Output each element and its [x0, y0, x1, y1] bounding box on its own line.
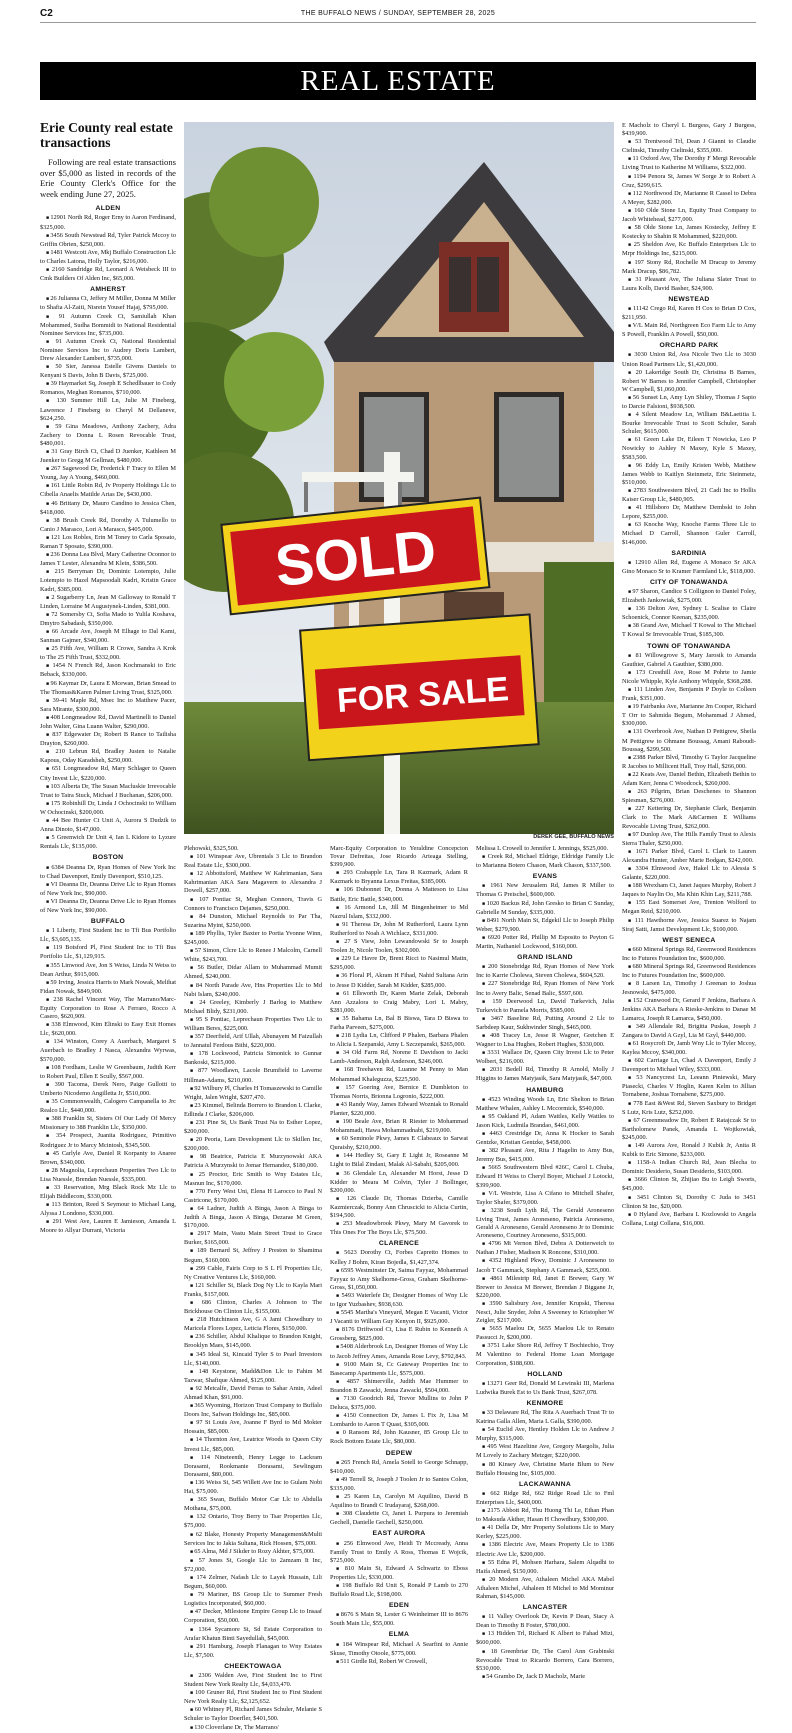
transaction-entry: ■ 660 Mineral Springs Rd, Greenwood Residences Inc to Futures Foundation Inc, $600,000. [622, 946, 756, 963]
transaction-entry: ■ 227 Stonebridge Rd, Ryan Homes of New York Inc to Avery Balic, Senad Balic, $597,600. [476, 980, 614, 997]
transaction-entry: ■ 390 Tacoma, Derek Nero, Paige Gullotti to Umberto Nicodemo Angilletta Jr, $510,000. [40, 1081, 176, 1098]
transaction-entry: ■ 198 Buffalo Rd Unit S, Ronald P Lamb to 270 Buffalo Road Llc, $198,000. [330, 1582, 468, 1599]
transaction-entry: ■ 355 Linwood Ave, Jon S Weiss, Linda N Weiss to Dean Arthur, $915,000. [40, 962, 176, 979]
transaction-entry: ■ 4857 Shimerville, Judith Mae Hummer to Brandon B Zawacki, Jenna Zawacki, $504,000. [330, 1378, 468, 1395]
transaction-entry: ■ 5408 Alderbrook Ln, Designer Homes of Wny Llc to Jacob Jeffrey Ames, Amanda Rose Levy, $792,843. [330, 1343, 468, 1360]
transaction-entry: ■ 236 Donna Lea Blvd, Mary Catherine Oconnor to James T Lester, Alexandra M Klein, $386,500. [40, 551, 176, 568]
transaction-entry: ■ 190 Beale Ave, Brian R Riester to Mohammad Mohammadi, Hawa Mohammadnabi, $219,000. [330, 1118, 468, 1135]
transaction-entry: ■ 200 Stonebridge Rd, Ryan Homes of New York Inc to Karrie Cholewa, Steven Cholewa, $604,520. [476, 963, 614, 980]
transaction-entry: ■ 57 Simon, Clcre Llc to Renee J Malcolm, Carnell White, $243,700. [184, 947, 322, 964]
transaction-entry: ■ 4861 Milestrip Rd, Janet E Brewer, Gary W Brewer to Jessica M Brewer, Brendan J Biggane Jr, $220,000. [476, 1275, 614, 1300]
transaction-entry: ■ 6595 Westminster Dr, Saima Fayyaz, Mohammad Fayyaz to Amy Skelhorne-Gross, Graham Skelhorne-Gross, $1,050,000. [330, 1267, 468, 1292]
transaction-entry: ■ 267 Sagewood Dr, Frederick F Tracy to Ellen M Young, Jay A Young, $460,000. [40, 465, 176, 482]
transaction-entry: ■ 197 Stony Rd, Rochelle M Dracup to Jeremy Mark Dracup, $86,782. [622, 259, 756, 276]
transaction-entry: ■ 148 Keystone, Madd&Don Llc to Fahim M Tazwar, Shafique Ahmed, $125,000. [184, 1368, 322, 1385]
municipality-heading: CLARENCE [378, 1240, 420, 1248]
transaction-entry: ■ 97 Dunlop Ave, The Hills Family Trust to Alexis Sierra Thaler, $250,000. [622, 831, 756, 848]
transaction-entry: ■ 5655 Maelou Dr, 5655 Maelou Llc to Renato Passucci Jr, $200,000. [476, 1325, 614, 1342]
transaction-entry: ■ 130 Summer Hill Ln, Julie M Fineberg, Lawrence J Fineberg to Cheryl M Dellaneve, $624,250. [40, 397, 176, 422]
transaction-entry: ■ 31 Gray Birch Ct, Chad D Juenker, Kathleen M Juenker to Gregg M Gellman, $480,000. [40, 448, 176, 465]
transaction-entry: ■ 113 Brinton, Reed S Seymour to Michael Lang, Alyssa J Londono, $330,000. [40, 1201, 176, 1218]
transaction-entry: ■ VI Deanna Dr, Deanna Drive Llc to Ryan Homes of New York Inc, $90,000. [40, 881, 176, 898]
transaction-entry: ■ 56 Butler, Didar Allam to Muhammad Mumit Ahmed, $240,000. [184, 964, 322, 981]
transaction-entry: ■ 39-41 Maple Rd, Msec Inc to Matthew Pacer, Sara Mirante, $300,000. [40, 697, 176, 714]
transaction-entry: ■ 5665 Southwestern Blvd #26C, Carol L Chuba, Edward H Weiss to Cheryl Boyer, Michael J Lotocki, $399,900. [476, 1164, 614, 1189]
transaction-entry: ■ 4352 Highland Pkwy, Dominic J Aroneseno to Jacob T Gammack, Stephany A Gammack, $255,000. [476, 1257, 614, 1274]
transaction-entry: ■ 299 Cable, Fairis Corp to S L Fl Properties Llc, Ny Creative Ventures Llc, $160,000. [184, 1265, 322, 1282]
column-3-entries [330, 845, 468, 1667]
transaction-entry: ■ 121 Los Robles, Erin M Toney to Carla Sposato, Raman T Sposato, $390,000. [40, 534, 176, 551]
transaction-entry: ■ 61 Rosycroft Dr, Jamb Wny Llc to Tyler Mccoy, Kaylea Mccoy, $340,000. [622, 1040, 756, 1057]
transaction-entry: ■ 59 Gina Meadows, Anthony Zachery, Adra Zachery to Donna L Rosen Revocable Trust, $480,001. [40, 423, 176, 448]
transaction-entry: ■ 408 Tracey Ln, Jesse R Wagner, Gretchen E Wagner to Lisa Hughes, Robert Hughes, $330,000. [476, 1032, 614, 1049]
transaction-entry: ■ 0 Hyland Ave, Barbara L Kozlowski to Angela Collana, Luigi Collana, $16,000. [622, 1211, 756, 1228]
transaction-entry: ■ 6920 Potter Rd, Phillip M Esposito to Peyton G Martin, Nathaniel Lockwood, $160,000. [476, 934, 614, 951]
transaction-entry: ■ 2783 Southwestern Blvd, 21 Cadi Inc to Hollis Kaiser Group Llc, $480,905. [622, 487, 756, 504]
transaction-entry: ■ 2306 Walden Ave, First Student Inc to First Student New York Realty Llc, $4,033,470. [184, 1672, 322, 1689]
transaction-entry: E Macholz to Cheryl L Burgess, Gary J Burgess, $439,900. [622, 122, 756, 138]
transaction-entry: Plehowski, $325,500. [184, 845, 239, 852]
transaction-entry: ■ 59 Irving, Jessica Harris to Mark Nowak, Melihat Fidan Nowak, $849,900. [40, 979, 176, 996]
transaction-entry: ■ 354 Prospect, Juanita Rodriguez, Primitivo Rodriguez Jr to Marcy Mcintosh, $345,500. [40, 1132, 176, 1149]
transaction-entry: ■ 149 Aurora Ave, Ronald J Kubik Jr, Anita R Kubik to Eric Simone, $233,000. [622, 1142, 756, 1159]
transaction-entry: ■ 28 Magnolia, Leprechaun Properties Two Llc to Lisa Nuessle, Brendan Nuessle, $335,000. [40, 1167, 176, 1184]
transaction-entry: ■ 23 Kimmel, Belinda Borrero to Brandon L Clarke, Edlinda J Clarke, $206,000. [184, 1102, 322, 1119]
transaction-entry: ■ 388 Franklin St, Sisters Of Our Lady Of Mercy Missionary to 388 Franklin Llc, $350,000. [40, 1115, 176, 1132]
transaction-entry: ■ 3030 Union Rd, Ava Nicole Two Llc to 3030 Union Road Partners Llc, $1,420,000. [622, 351, 756, 368]
transaction-entry: ■ 382 Pleasant Ave, Rita J Hagelin to Amy Bus, Jeremy Bus, $415,000. [476, 1147, 614, 1164]
transaction-entry: ■ 41 Della Dr, Mrr Property Solutions Llc to Mary Kerley, $225,000. [476, 1524, 614, 1541]
column-1-entries [40, 205, 176, 1235]
transaction-entry: ■ 1194 Penora St, James W Sorge Jr to Robert A Cruz, $299,615. [622, 173, 756, 190]
transaction-entry: ■ 38 Brush Creek Rd, Dorothy A Tulumello to Canio J Marasco, Lori A Marasco, $405,000. [40, 517, 176, 534]
transaction-entry: ■ 686 Clinton, Charles A Johnson to The Brickhouse On Clinton Llc, $155,000. [184, 1299, 322, 1316]
transaction-entry: ■ 1158-A Indian Church Rd, Jean Blecha to Dominic Desiderio, Susan Desiderio, $103,000. [622, 1159, 756, 1176]
transaction-entry: ■ 2388 Parker Blvd, Timothy G Taylor Jacqueline R Jacobes to Millicent Hall, Troy Hall, $266,000. [622, 754, 756, 771]
transaction-entry: ■ 511 Girdle Rd, Robert W Crowell, [330, 1658, 468, 1667]
municipality-heading: SARDINIA [671, 549, 707, 557]
transaction-entry: ■ 3467 Baseline Rd, Putting Around 2 Llc to Sarbdeep Kaur, Sukhwinder Singh, $465,000. [476, 1015, 614, 1032]
transaction-entry: ■ 67 Greenmeadow Dr, Robert E Ratajczak Sr to Bartholomew Panek, Amanda L Wojtkowiak, $245,000. [622, 1117, 756, 1142]
municipality-heading: HAMBURG [526, 1086, 564, 1094]
transaction-entry: ■ 1386 Electric Ave, Mears Property Llc to 1386 Electric Ave Llc, $200,000. [476, 1541, 614, 1558]
transaction-entry: ■ 119 Botsford Pl, First Student Inc to Tfi Bus Portfolio Llc, $1,129,915. [40, 944, 176, 961]
transaction-entry: ■ 602 Carriage Ln, Chad A Davenport, Emily J Davenport to Michael Wiley, $333,000. [622, 1057, 756, 1074]
transaction-entry: ■ 45 Carlyle Ave, Daniel R Korpanty to Anaree Brown, $340,000. [40, 1150, 176, 1167]
transaction-entry: ■ 770 Ferry West Uni, Elena H Larocco to Paul N Castricone, $170,000. [184, 1188, 322, 1205]
transaction-entry: ■ 13 Hidden Trl, Richard K Albert to Fahad Mizi, $600,000. [476, 1630, 614, 1647]
column-5 [622, 122, 756, 1228]
for-sale-text: FOR SALE [335, 670, 510, 721]
column-3 [330, 845, 468, 1667]
transaction-entry: ■ 2917 Main, Vastu Main Street Trust to Grace Burker, $165,000. [184, 1230, 322, 1247]
transaction-entry: ■ 210 Lebrun Rd, Bradley Justen to Natalie Kapous, Oday Karadsheh, $250,000. [40, 748, 176, 765]
transaction-entry: ■ 7130 Goodrich Rd, Trevor Mullins to John P Deluca, $375,000. [330, 1395, 468, 1412]
transaction-entry: ■ 3304 Elmwood Ave, Hakel Llc to Alessia S Galante, $220,000. [622, 865, 756, 882]
transaction-entry: ■ 5493 Waterlefe Dr, Designer Homes of Wny Llc to Igor Yuzbashev, $938,630. [330, 1292, 468, 1309]
transaction-entry: ■ 236 Schiller, Abdul Khalique to Brandon Knight, Brooklyn Maes, $145,000. [184, 1333, 322, 1350]
transaction-entry: ■ 837 Edgewater Dr, Robert B Rance to Tailisha Drayton, $260,000. [40, 731, 176, 748]
photo-sold-sign [184, 122, 614, 834]
transaction-entry: ■ 12 Abbottsford, Matthew W Kahrimanian, Sara Kahrimanian AKA Sara Magavern to Alexandra J Dowell, $257,000. [184, 870, 322, 895]
transaction-entry: ■ 126 Claude Dr, Thomas Dzierba, Camille Kazmierczak, Bonny Ann Chruscicki to Alicia Curtin, $194,500. [330, 1195, 468, 1220]
municipality-heading: HOLLAND [527, 1370, 563, 1378]
transaction-entry: ■ 101 Winspear Ave, Ubrentals 3 Llc to Brandon Real Estate Llc, $300,000. [184, 853, 322, 870]
transaction-entry: ■ 2031 Bedell Rd, Timothy R Arnold, Molly J Higgins to James Matyjasik, Sara Matyjasik, $47,000. [476, 1066, 614, 1083]
transaction-entry: ■ 26 Julianna Ct, Jeffery M Miller, Donna M Miller to Shafia Al-Zaiti, Nisrein Yousef Hajaj, $795,000. [40, 295, 176, 312]
transaction-entry: ■ 100 Gruner Rd, First Student Inc to First Student New York Realty Llc, $2,125,652. [184, 1689, 322, 1706]
transaction-entry: ■ 33 Delaware Rd, The Rita A Auerbach Trust Tr to Katrina Galla Allen, Maria L Galla, $390,000. [476, 1409, 614, 1426]
municipality-heading: NEWSTEAD [668, 295, 710, 303]
transaction-entry: ■ 178 Lockwood, Patricia Simonick to Gunnar Bankoski, $215,000. [184, 1050, 322, 1067]
column-5-entries [622, 122, 756, 1228]
transaction-entry: ■ 84 Dunston, Michael Reynolds to Par Tha, Suzarina Myint, $250,000. [184, 913, 322, 930]
transaction-entry: ■ 35 Commonwealth, Calogero Campanella to Jrc Realco Llc, $440,000. [40, 1098, 176, 1115]
sold-text: SOLD [272, 517, 440, 600]
transaction-entry: ■ 877 Woodlawn, Lacole Brumfield to Laverne Hillman-Adams, $210,000. [184, 1067, 322, 1084]
transaction-entry: ■ 134 Winston, Corey A Auerbach, Margaret S Auerbach to Bradley J Nasca, Alexandra Wyrwas, $570,000. [40, 1038, 176, 1063]
transaction-entry: ■ 31 Pleasant Ave, The Juliana Slater Trust to Laura Kolb, David Basher, $24,900. [622, 276, 756, 293]
article-intro: Following are real estate transactions over $5,000 as listed in records of the Erie County Clerk's Office for the week ending June 27, 2025. [40, 157, 176, 199]
transaction-entry: ■ 41 Hillsboro Dr, Matthew Dembski to John Lepore, $255,000. [622, 504, 756, 521]
transaction-entry: ■ 3666 Clinton St, Zhijiao Bu to Leigh Sworts, $45,000. [622, 1176, 756, 1193]
transaction-entry: ■ 91 Autumn Creek Ct, National Residential Nominee Services Inc to Audrey Doris Lambert, Drew Alexander Lambert, $735,000. [40, 338, 176, 363]
transaction-entry: ■ 184 Winspear Rd, Michael A Searfini to Annie Skuse, Timothy Otoole, $775,000. [330, 1641, 468, 1658]
transaction-entry: ■ 136 Delton Ave, Sydney L Scalise to Claire Schoenick, Connor Keenan, $235,000. [622, 605, 756, 622]
transaction-entry: ■ 231 Pine St, Us Bank Trust Na to Esther Lopez, $200,000. [184, 1119, 322, 1136]
transaction-entry: ■ 64 Ladner, Judith A Binga, Jason A Binga to Judith A Binga, Jason A Binga, Dezarae M Green, $170,000. [184, 1205, 322, 1230]
photo-credit: DEREK GEE, BUFFALO NEWS [533, 834, 614, 840]
transaction-entry: ■ 1481 Westcott Ave, Mkj Buffalo Construction Llc to Charles Latona, Holly Taylor, $216,000. [40, 249, 176, 266]
transaction-entry: ■ 338 Elmwood, Kim Elinski to Easy Exit Homes Llc, $620,000. [40, 1021, 176, 1038]
transaction-entry: ■ 1454 N French Rd, Jason Kochmanski to Eric Beback, $330,000. [40, 662, 176, 679]
transaction-entry: ■ 680 Mineral Springs Rd, Greenwood Residences Inc to Futures Foundation Inc, $600,000. [622, 963, 756, 980]
municipality-heading: TOWN OF TONAWANDA [647, 642, 731, 650]
transaction-entry: ■ 58 Olde Stone Ln, James Kostecky, Jeffrey E Kostecky to Shahin R Mohammed, $220,000. [622, 224, 756, 241]
transaction-entry: ■ 18 Greenbriar Dr, The Carol Ann Grabinski Revocable Trust to Ricardo Borrero, Cara Borrero, $530,000. [476, 1648, 614, 1673]
transaction-entry: ■ 112 Northwood Dr, Marianne R Cassel to Debra A Meyer, $282,000. [622, 190, 756, 207]
transaction-entry: ■ 108 Fordham, Leslie W Greenbaum, Judith Kerr to Robert Paul, Ellen E Scully, $567,000. [40, 1064, 176, 1081]
transaction-entry: ■ 155 East Somerset Ave, Trenton Wolford to Megan Reid, $210,000. [622, 899, 756, 916]
transaction-entry: ■ 38 Grand Ave, Michael T Kowal to The Michael T Kowal Sr Irrevocable Trust, $185,300. [622, 622, 756, 639]
transaction-entry: ■ 24 Greeley, Kimberly J Barlog to Matthew Michael Blidy, $231,000. [184, 999, 322, 1016]
transaction-entry: ■ 121 Schiller St, Black Dog Ny Llc to Kayla Mari Franks, $157,000. [184, 1282, 322, 1299]
transaction-entry: ■ 1671 Parker Blvd, Carol L Clark to Lauren Alexandra Hunter, Amber Marie Bodgan, $242,000. [622, 848, 756, 865]
transaction-entry: ■ 157 Goering Ave, Bernice E Dumbleton to Thomas Norris, Brionna Logronio, $222,000. [330, 1084, 468, 1101]
transaction-entry: ■ 1 Liberty, First Student Inc to Tfi Bus Portfolio Llc, $3,605,135. [40, 927, 176, 944]
transaction-entry: ■ 2160 Sandridge Rd, Leonard A Weisbeck III to Cmk Builders Of Alden Inc, $65,000. [40, 266, 176, 283]
transaction-entry: ■ 62 Blake, Honesty Property Management&Multi Services Inc to Jakia Sultana, Rick Hossen, $75,000. [184, 1531, 322, 1548]
transaction-entry: ■ 136 Weiss St, 545 Willett Ave Inc to Gulam Nobi Hai, $75,000. [184, 1479, 322, 1496]
transaction-entry: ■ 3451 Clinton St, Dorothy C Juda to 3451 Clinton St Inc, $20,000. [622, 1194, 756, 1211]
transaction-entry: ■ 189 Phyllis, Tyler Baxter to Portia Yvonne Winn, $245,000. [184, 930, 322, 947]
transaction-entry: ■ 218 Hutchinson Ave, G A Jami Chowdhury to Maricela Flores Lopez, Leticia Flores, $150,000. [184, 1316, 322, 1333]
transaction-entry: ■ 218 Lydia Ln, Clifford P Phalen, Barbara Phalen to Alicia L Szepanski, Amy L Szczepanski, $265,000. [330, 1032, 468, 1049]
transaction-entry: ■ 11142 Crego Rd, Karen H Cox to Brian D Cox, $211,950. [622, 305, 756, 322]
transaction-entry: ■ 111 Linden Ave, Benjamin P Doyle to Colleen Frank, $351,000. [622, 686, 756, 703]
transaction-entry: ■ 238 Rachel Vincent Way, The Marrano/Marc-Equity Corporation to Rose A Ferraro, Rocco A Casero, $620,909. [40, 996, 176, 1021]
transaction-entry: ■ 662 Ridge Rd, 662 Ridge Road Llc to Fml Enterprises Llc, $400,000. [476, 1490, 614, 1507]
transaction-entry: ■ V/L Westvie, Lisa A Cifano to Mitchell Shafer, Taylor Shafer, $379,000. [476, 1190, 614, 1207]
transaction-entry: ■ 144 Hedley St, Gary E Light Jr, Roseanne M Light to Bilal Zindani, Malak Al-Sabahi, $205,000. [330, 1152, 468, 1169]
transaction-entry: ■ 265 French Rd, Amela Sotell to George Schnapp, $410,000. [330, 1459, 468, 1476]
transaction-entry: ■ 33 Reservation, Mrg Black Rock Mz Llc to Elijah Biddlecom, $330,000. [40, 1184, 176, 1201]
transaction-entry: ■ 61 Ellsworth Dr, Karen Marie Zelak, Deborah Ann Azzalora to Craig Mabry, Lori L Mabry, $281,000. [330, 990, 468, 1015]
transaction-entry: ■ 55 Edna Pl, Mohsen Harhara, Salem Alqadhi to Haifa Ahmed, $150,000. [476, 1559, 614, 1576]
transaction-entry: ■ 13271 Geer Rd, Donald M Lewinski III, Marlena Ludwika Burek Est to Us Bank Trust, $267,078. [476, 1380, 614, 1397]
municipality-heading: CITY OF TONAWANDA [649, 578, 729, 586]
transaction-entry: ■ 5545 Martha's Vineyard, Megan E Vacanti, Victor J Vacanti to William Guy Kenyon II, $925,000. [330, 1309, 468, 1326]
transaction-entry: ■ 27 S View, John Lewandowski Sr to Joseph Toolen Jr, Nicole Toolen, $302,000. [330, 938, 468, 955]
transaction-entry: ■ 14 Thornton Ave, Leatrice Woods to Queen City Invest Llc, $85,000. [184, 1436, 322, 1453]
transaction-entry: ■ 168 Treehaven Rd, Luanne M Penny to Man Mohammad Khaleguzza, $225,500. [330, 1066, 468, 1083]
transaction-entry: ■ 161 Little Robin Rd, Jv Property Holdings Llc to Cibella Anaelis Matilde Arias De, $430,000. [40, 482, 176, 499]
municipality-heading: BUFFALO [90, 918, 126, 926]
dateline: THE BUFFALO NEWS / SUNDAY, SEPTEMBER 28, 2025 [300, 10, 496, 17]
transaction-entry: Melissa L Crowell to Jennifer L Jennings, $525,000. [476, 845, 609, 852]
transaction-entry: ■ 3331 Wallace Dr, Queen City Invest Llc to Peter Wolbert, $216,000. [476, 1049, 614, 1066]
transaction-entry: ■ 36 Floral Pl, Akram H Fihad, Nahid Sultana Arin to Jesse D Kidder, Sarah M Kidder, $285,000. [330, 972, 468, 989]
transaction-entry: ■ 8676 S Main St, Lester G Weinheimer III to 8676 South Main Llc, $55,000. [330, 1611, 468, 1628]
transaction-entry: ■ 778 East &West Rd, Steven Saxbury to Bridget S Lutz, Kris Lutz, $252,000. [622, 1100, 756, 1117]
transaction-entry: ■ 349 Allendale Rd, Brigitta Puskas, Joseph J Zangara to David A Gzyl, Lia M Gzyl, $440,000. [622, 1023, 756, 1040]
transaction-entry: ■ 25 Fifth Ave, William R Crowe, Sandra A Krok to The 25 Fifth Trust, $332,000. [40, 645, 176, 662]
transaction-entry: ■ 357 Deerfield, Arif Ullah, Abunayem M Faizullah to Jannatul Ferdous Bithi, $220,000. [184, 1033, 322, 1050]
transaction-entry: ■ 408 Longmeadow Rd, David Martinelli to Daniel John Walter, Gina Luann Walter, $290,000. [40, 714, 176, 731]
transaction-entry: ■ 81 Willowgrove S, Mary Jarosik to Amanda Gauthier, Gabriel A Gauthier, $380,000. [622, 652, 756, 669]
transaction-entry: ■ 98 Beatrice, Patricia E Murzynowski AKA Patricia A Murzynski to Jomar Hernandez, $180,000. [184, 1153, 322, 1170]
transaction-entry: ■ 36 Glendale Ln, Alexander M Horst, Jesse D Kidder to Meara M Colvin, Tyler J Bollinger, $200,000. [330, 1170, 468, 1195]
transaction-entry: ■ 114 Nineteenth, Henry Legge to Lackram Dorasami, Rookmanie Dorasami, Sewlingum Dorasami, $80,000. [184, 1454, 322, 1479]
transaction-entry: ■ 291 West Ave, Lauren E Jamieson, Amanda L Moore to Allyar Durrani, Victoria [40, 1218, 176, 1235]
transaction-entry: ■ V/L Main Rd, Northgreen Eco Farm Llc to Amy S Powell, Franklin A Powell, $50,000. [622, 322, 756, 339]
transaction-entry: ■ 91 Theresa Dr, John M Rutherford, Laura Lynn Rutherford to Noah A Wichlacz, $331,000. [330, 921, 468, 938]
transaction-entry: ■ 5623 Dorothy Ct, Forbes Capretto Homes to Kelley J Bohm, Kiran Bojedla, $1,427,374. [330, 1249, 468, 1266]
transaction-entry: ■ 229 Le Havre Dr, Brent Ricci to Nasimul Matin, $295,000. [330, 955, 468, 972]
column-4 [476, 845, 614, 1682]
transaction-entry: ■ 0 Ransom Rd, John Kausner, 85 Group Llc to Rock Bottom Estate Llc, $80,000. [330, 1429, 468, 1446]
transaction-entry: ■ 91 Autumn Creek Ct, Samiullah Khan Mohammed, Sudha Bommidi to National Residential Nominee Services Inc, $735,000. [40, 313, 176, 338]
transaction-entry: ■ 1364 Sycamore St, Sd Estate Corporation to Arafar Khatun Binti Sayedullah, $45,000. [184, 1626, 322, 1643]
transaction-entry: ■ 11 Valley Overlook Dr, Kevin P Dean, Stacy A Dean to Timothy B Foster, $780,000. [476, 1613, 614, 1630]
municipality-heading: EAST AURORA [372, 1530, 426, 1538]
transaction-entry: ■ 9100 Main St, Cc Gateway Properties Inc to Basecamp Apartments Llc, $575,000. [330, 1361, 468, 1378]
transaction-entry: ■ VI Deanna Dr, Deanna Drive Llc to Ryan Homes of New York Inc, $90,000. [40, 898, 176, 915]
transaction-entry: ■ 25 Karen Ln, Carolyn M Aquilino, David B Aquilino to Brandi C Irudayaraj, $268,000. [330, 1493, 468, 1510]
transaction-entry: ■ 4796 Mt Vernon Blvd, Debra A Dotterweich to Nathan J Fisher, Madison K Roncone, $310,000. [476, 1240, 614, 1257]
transaction-entry: ■ 175 Robinhill Dr, Linda J Ochocinski to William W Ochocinski, $200,000. [40, 800, 176, 817]
transaction-entry: ■ 111 Hawthorne Ave, Jessica Suarez to Najam Siraj Satti, Jamst Development Llc, $100,000. [622, 917, 756, 934]
transaction-entry: ■ 174 Zelmer, Nafash Llc to Layek Hussain, Lili Begum, $60,000. [184, 1574, 322, 1591]
transaction-entry: ■ 35 Bahama Ln, Bal B Biswa, Tara D Biswa to Farha Parveen, $275,000. [330, 1015, 468, 1032]
transaction-entry: ■ 25 Proctor, Eric Smith to Wny Estates Llc, Masnun Inc, $170,000. [184, 1171, 322, 1188]
municipality-heading: GRAND ISLAND [517, 954, 573, 962]
transaction-entry: ■ 72 Somersby Ct, Sofia Mado to Yulila Koshava, Dmytro Sabadash, $350,000. [40, 611, 176, 628]
municipality-heading: EDEN [388, 1602, 410, 1610]
municipality-heading: LACKAWANNA [518, 1480, 572, 1488]
transaction-entry: ■ 651 Longmeadow Rd, Mary Schlager to Queen City Invest Llc, $220,000. [40, 765, 176, 782]
transaction-entry: ■ 263 Pilgrim, Brian Deschenes to Shannon Spiesman, $276,000. [622, 788, 756, 805]
transaction-entry: ■ 54 Grambo Dr, Jack D Macholz, Marie [476, 1673, 614, 1682]
transaction-entry: ■ 256 Elmwood Ave, Heidi Tr Mccready, Anna Family Trust to Emily A Ross, Thomas E Wojcik, $725,000. [330, 1540, 468, 1565]
municipality-heading: BOSTON [92, 854, 124, 862]
transaction-entry: ■ 152 Cranwood Dr, Gerard F Jenkins, Barbara A Jenkins AKA Barbara A Rieske-Jenkins to Danae M Lamarca, Joseph R Lamarca, $450,000. [622, 997, 756, 1022]
transaction-entry: ■ 173 Cresthill Ave, Rose M Pohrte to Jamie Nicole Whipple, Kyle Anthony Whipple, $368,288. [622, 669, 756, 686]
transaction-entry: ■ 43 Randy Way, James Edward Wozniak to Ronald Planter, $220,000. [330, 1101, 468, 1118]
municipality-heading: CHEEKTOWAGA [224, 1662, 282, 1670]
column-2 [184, 845, 322, 1733]
transaction-entry: Marc-Equity Corporation to Yeraldine Concepcion Tovar Defreitas, Jose Ricardo Arteaga Stelling, $399,900. [330, 845, 468, 869]
transaction-entry: ■ 79 Mariner, BS Group Llc to Summer Fresh Logistics Incorporated, $60,000. [184, 1591, 322, 1608]
transaction-entry: ■ 365 Wyoming, Horizon Trust Company to Buffalo Doors Inc, Safwan Holdings Inc, $85,000. [184, 1402, 322, 1419]
municipality-heading: EVANS [532, 873, 558, 881]
transaction-entry: ■ 1020 Backus Rd, John Gresko to Brian C Sunday, Gabrielle M Sunday, $335,000. [476, 900, 614, 917]
transaction-entry: ■ 20 Modern Ave, Athaleen Michel AKA Mabel Athaleen Michel, Athaleen H Michel to Md Mominur Rahman, $145,000. [476, 1576, 614, 1601]
transaction-entry: ■ 8491 North Main St, Edgekil Llc to Joseph Philip Weber, $279,900. [476, 917, 614, 934]
transaction-entry: ■ 293 Crabapple Ln, Tara R Kazmark, Adam R Kazmark to Bryanna Lexus Freitas, $385,000. [330, 869, 468, 886]
transaction-entry: ■ 6384 Deanna Dr, Ryan Homes of New York Inc to Chad Davenport, Emily Davenport, $510,125. [40, 864, 176, 881]
page-header [40, 6, 756, 23]
transaction-entry: ■ 4523 Winding Woods Ln, Eric Shelton to Brian Matthew Whalen, Ashley L Mccormick, $540,000. [476, 1096, 614, 1113]
transaction-entry: ■ 253 Meadowbrook Pkwy, Mary M Gavorek to This Ones For The Boys Llc, $75,500. [330, 1220, 468, 1237]
column-4-entries [476, 845, 614, 1682]
section-banner: REAL ESTATE [40, 62, 756, 100]
transaction-entry: ■ 3751 Lake Shore Rd, Jeffrey T Bochiechio, Troy M Valentino to Federal Home Loan Mortgage Corporation, $188,600. [476, 1342, 614, 1367]
transaction-entry: ■ 66 Arcade Ave, Joseph M Elhage to Dal Kami, Sanman Gajmer, $340,000. [40, 628, 176, 645]
transaction-entry: ■ 56 Sunset Ln, Amy Lyn Shiley, Thomas J Sapio to Darcie Falsioni, $938,500. [622, 394, 756, 411]
transaction-entry: ■ 3590 Salisbury Ave, Jennifer Krupski, Theresa Nesci, Julie Snyder, John A Sweeney to Kristopher W Zeigler, $217,000. [476, 1300, 614, 1325]
transaction-entry: ■ 95 Oakland Pl, Adam Wattles, Kelly Wattles to Jason Kick, Ludmila Brandao, $461,000. [476, 1113, 614, 1130]
transaction-entry: ■ 227 Kettering Dr, Stephanie Clark, Benjamin Clark to The Mark A&Carmen E Williams Revocable Living Trust, $262,000. [622, 805, 756, 830]
page-number: C2 [40, 8, 53, 19]
transaction-entry: ■ 8176 Driftwood Ct, Lisa E Rubin to Kenneth A Grossberg, $825,000. [330, 1326, 468, 1343]
municipality-heading: DEPEW [385, 1449, 413, 1457]
transaction-entry: ■ 50 Sier, Janessa Estelle Givens Daniels to Kenyani S Davis, John B Davis, $725,000. [40, 363, 176, 380]
transaction-entry: ■ 25 Sheldon Ave, Kc Buffalo Enterprises Llc to Mrpr Holdings Inc, $215,000. [622, 241, 756, 258]
transaction-entry: ■ 39 Haymarket Sq, Joseph E Schedlbauer to Cody Romanos, Meghan Romanos, $710,000. [40, 380, 176, 397]
transaction-entry: ■ 65 Alma, Md J Sikder to Rozy Akhter, $75,000. [184, 1548, 322, 1557]
transaction-entry: ■ 4463 Crestridge Dr, Anna K Hocker to Sarah Gentzke, Kristian Gentzke, $458,000. [476, 1130, 614, 1147]
transaction-entry: ■ 92 Metcalfe, David Ferras to Sahar Amin, Adeel Ahmad Khan, $91,000. [184, 1385, 322, 1402]
transaction-entry: ■ 57 Jones St, Google Llc to 2amzam It Inc, $72,000. [184, 1557, 322, 1574]
transaction-entry: ■ 160 Olde Stone Ln, Equity Trust Company to Jacob Whitehead, $277,000. [622, 207, 756, 224]
transaction-entry: ■ 188 Wrexham Ct, Janet Jaques Murphy, Robert J Jaques to Naylin Oo, Ma Khin Khin Lay, $211,788. [622, 882, 756, 899]
transaction-entry: ■ 61 Green Lake Dr, Eileen T Nowicka, Leo P Nowicky to Ashley N Maxey, Kyle S Maxey, $583,500. [622, 436, 756, 461]
transaction-entry: ■ 159 Deerwood Ln, David Turkevich, Julia Turkevich to Pamela Morris, $585,000. [476, 998, 614, 1015]
municipality-heading: ORCHARD PARK [659, 342, 719, 350]
transaction-entry: ■ 46 Brittany Dr, Mauro Candino to Jessica Chen, $418,000. [40, 500, 176, 517]
municipality-heading: LANCASTER [522, 1604, 568, 1612]
transaction-entry: ■ 95 S Pontiac, Leprechaun Properties Two Llc to William Beres, $225,000. [184, 1016, 322, 1033]
transaction-entry: ■ 365 Swan, Buffalo Motor Car Llc to Abdulla Mothana, $75,000. [184, 1496, 322, 1513]
transaction-entry: ■ 103 Alberta Dr, The Susan Macluskie Irrevocable Trust to Taira Stuck, Michael J Buchanan, $206,000. [40, 783, 176, 800]
transaction-entry: ■ 84 North Parade Ave, Hns Properties Llc to Md Nabi Islam, $240,000. [184, 982, 322, 999]
transaction-entry: ■ 189 Bernard St, Jeffrey J Preston to Shamima Begum, $160,000. [184, 1247, 322, 1264]
transaction-entry: ■ 92 Wilbury Pl, Charles H Tomaszewski to Camille Wright, Jalen Wright, $207,470. [184, 1085, 322, 1102]
transaction-entry: ■ 34 Old Farm Rd, Norene E Davidson to Jacki Lamb-Anderson, Ralph Anderson, $246,000. [330, 1049, 468, 1066]
transaction-entry: ■ Creek Rd, Michael Eldrige, Eldridge Family Llc to Marianna Botero Chason, Mark Chason, $337,500. [476, 853, 614, 870]
transaction-entry: ■ 12910 Allen Rd, Eugene A Monaco Sr AKA Gino Monaco Sr to Kramer Farmland Llc, $118,000. [622, 559, 756, 576]
municipality-heading: ELMA [388, 1631, 410, 1639]
transaction-entry: ■ 49 Terrell St, Joseph J Toolen Jr to Santos Colon, $335,000. [330, 1476, 468, 1493]
transaction-entry: ■ 495 West Hazeltine Ave, Gregory Margolis, Julia M Lovely to Zachary Metzger, $220,000. [476, 1443, 614, 1460]
transaction-entry: ■ 4 Silent Meadow Ln, William B&Laetitia L Bourke Irrevocable Trust to Scott Schuler, Sarah Schuler, $615,000. [622, 411, 756, 436]
transaction-entry: ■ 16 Armond Ln, Jill M Bingenheimer to Md Nazrul Islam, $332,000. [330, 904, 468, 921]
transaction-entry: ■ 19 Fairbanks Ave, Marianne Jm Cooper, Richard T Orr to Sahmida Begum, Mohammad J Ahmed, $300,000. [622, 703, 756, 728]
transaction-entry: ■ 810 Main St, Edward A Schwartz to Eboss Properties Llc, $330,000. [330, 1565, 468, 1582]
transaction-entry: ■ 106 Dubonnet Dr, Donna A Matteson to Lisa Battle, Eric Battle, $340,000. [330, 886, 468, 903]
transaction-entry: ■ 3238 South Lyth Rd, The Gerald Aroneseno Living Trust, James Aroneseno, Patricia Aroneseno, Gerald A Aroneseno, Gerald Aroneseno Jr to Dominic Aroneseno, Courtney Aroneseno, $315,000. [476, 1207, 614, 1240]
transaction-entry: ■ 96 Kaymar Dr, Laura E Mcewan, Brian Smead to The Thomas&Karen Palmer Living Trust, $325,000. [40, 680, 176, 697]
municipality-heading: AMHERST [90, 286, 126, 294]
article-headline: Erie County real estate transactions [40, 120, 173, 150]
transaction-entry: ■ 97 Sharon, Candice S Collignon to Daniel Foley, Elizabeth Jankowiak, $275,000. [622, 588, 756, 605]
transaction-entry: ■ 1961 New Jerusalem Rd, James R Miller to Thomas G Preischel, $600,000. [476, 882, 614, 899]
transaction-entry: ■ 3456 South Newstead Rd, Tyler Patrick Mccoy to Griffin Obrien, $250,000. [40, 232, 176, 249]
transaction-entry: ■ 60 Seminole Pkwy, James E Clabeaux to Sarwat Quraishy, $210,000. [330, 1135, 468, 1152]
transaction-entry: ■ 8 Larsen Ln, Timothy J Greenan to Joshua Jesnowski, $475,000. [622, 980, 756, 997]
transaction-entry: ■ 107 Pontiac St, Meghan Connors, Travis G Connors to Francisco Dejames, $250,000. [184, 896, 322, 913]
transaction-entry: ■ 291 Hamburg, Joseph Flanagan to Wny Estates Llc, $7,500. [184, 1643, 322, 1660]
transaction-entry: ■ 53 Nancycrest Ln, Leeann Piniewski, Mary Piasecki, Charles V Hoglin, Karen Kelm to Jillian Tornabene, Joshua Tornabene, $275,000. [622, 1074, 756, 1099]
photo-illustration [184, 122, 614, 834]
transaction-entry: ■ 345 Ideal St, Kincaid Tyler S to Pearl Investors Llc, $140,000. [184, 1351, 322, 1368]
transaction-entry: ■ 4150 Connection Dr, James L Fix Jr, Lisa M Lombardo to Aaron T Quast, $305,000. [330, 1412, 468, 1429]
transaction-entry: ■ 47 Decker, Milestone Empire Group Llc to Insaaf Corporation, $50,000. [184, 1608, 322, 1625]
column-1 [40, 120, 176, 1236]
transaction-entry: ■ 80 Kinsey Ave, Christine Marie Blum to New Buffalo Housing Inc, $105,000. [476, 1461, 614, 1478]
transaction-entry: ■ 22 Keats Ave, Daniel Bethin, Elizabeth Bethin to Adam Kerr, Jenna C Woodcock, $260,000. [622, 771, 756, 788]
transaction-entry: ■ 20 Peoria, Lam Development Llc to Skillen Inc, $200,000. [184, 1136, 322, 1153]
transaction-entry: ■ 2 Sugarberry Ln, Jean M Galloway to Ronald T Linden, Lorraine M Augustynek-Linden, $381,000. [40, 594, 176, 611]
transaction-entry: ■ 54 Euclid Ave, Hentley Holden Llc to Andrew J Murphy, $315,000. [476, 1426, 614, 1443]
transaction-entry: ■ 53 Trentwood Trl, Dean J Gianni to Claudie Cielinski, Timothy Cielinski, $355,000. [622, 138, 756, 155]
municipality-heading: WEST SENECA [662, 936, 716, 944]
transaction-entry: ■ 97 St Louis Ave, Joanne F Byrd to Md Mokter Hossain, $85,000. [184, 1419, 322, 1436]
transaction-entry: ■ 44 Bee Hunter Ct Unit A, Aurora S Dudzik to Anna Dinoto, $147,000. [40, 817, 176, 834]
transaction-entry: ■ 96 Eddy Ln, Emily Kristen Webb, Matthew James Webb to Kaitlyn Steinmetz, Eric Steinmetz, $510,000. [622, 462, 756, 487]
transaction-entry: ■ 12901 North Rd, Roger Erny to Aaron Ferdinand, $325,000. [40, 214, 176, 231]
transaction-entry: ■ 63 Knoche Way, Knoche Farms Three Llc to Michael D Carroll, Shannon Guler Carroll, $146,000. [622, 521, 756, 546]
transaction-entry: ■ 5 Greenwich Dr Unit 4, Ian L Kidore to Lyzure Rentals Llc, $135,000. [40, 834, 176, 851]
transaction-entry: ■ 2175 Abbott Rd, Thu Huong Thi Le, Ethan Phan to Maksuda Akther, Hasan H Chowdhury, $300,000. [476, 1507, 614, 1524]
transaction-entry: ■ 130 Cloverlane Dr, The Marrano/ [184, 1724, 322, 1733]
municipality-heading: ALDEN [95, 205, 121, 213]
transaction-entry: ■ 215 Berryman Dr, Dominic Lotempio, Julie Lotempio to Hazel Mapsoodali Kadri, Kristin Grace Kadri, $385,000. [40, 568, 176, 593]
transaction-entry: ■ 131 Overbrook Ave, Nathan D Pettigrew, Sheila M Pettigrew to Ohmane Boussag, Amani Raboudi-Boussag, $299,500. [622, 728, 756, 753]
municipality-heading: KENMORE [526, 1399, 564, 1407]
transaction-entry: ■ 11 Oxford Ave, The Dorothy F Mergi Revocable Living Trust to Katherine M Williams, $322,000. [622, 155, 756, 172]
transaction-entry: ■ 60 Whitney Pl, Richard James Schuler, Melanie S Schuler to Taylor Doerfler, $401,500. [184, 1706, 322, 1723]
transaction-entry: ■ 132 Ontario, Troy Berry to Tsar Properties Llc, $75,000. [184, 1513, 322, 1530]
transaction-entry: ■ 20 Lakeridge South Dr, Christina B Barnes, Robert W Barnes to Jennifer Campbell, Christopher W Campbell, $1,060,000. [622, 369, 756, 394]
transaction-entry: ■ 308 Claudette Ct, Janet L Purpura to Jeremiah Gechell, Danielle Gechell, $250,000. [330, 1510, 468, 1527]
hedge [544, 562, 614, 722]
column-2-entries [184, 845, 322, 1733]
